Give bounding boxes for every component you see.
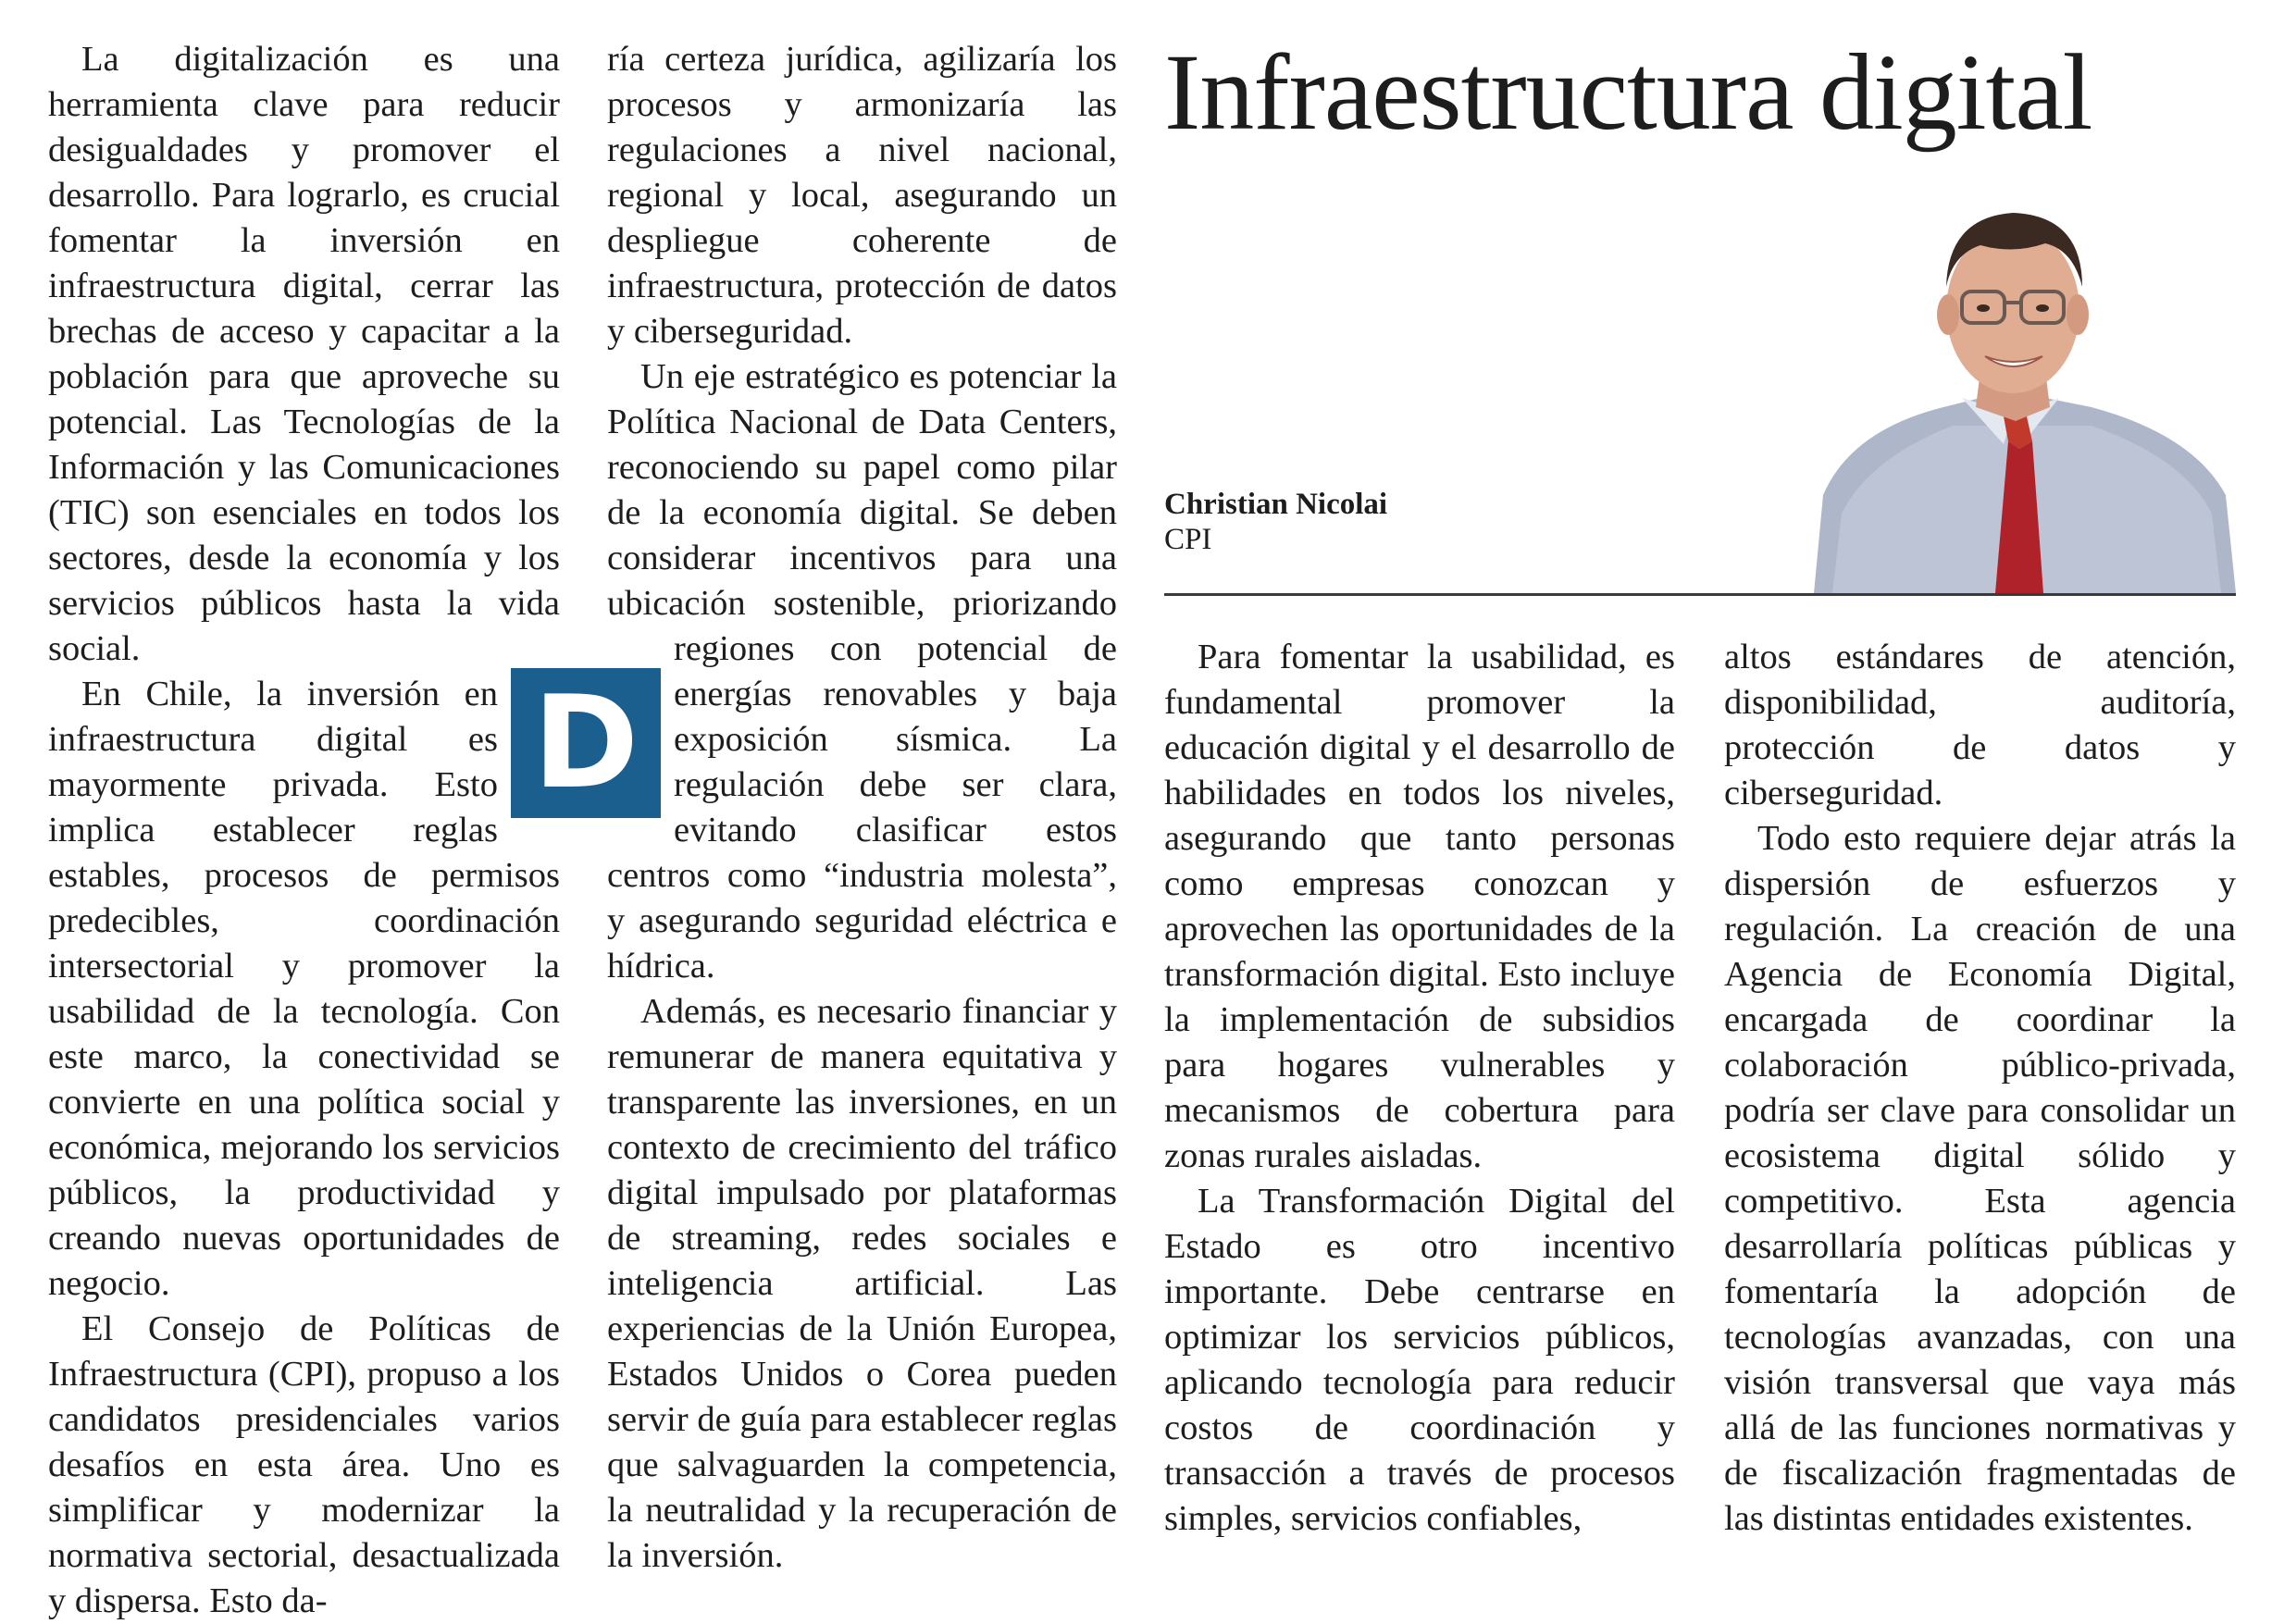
paragraph: ría certeza jurídica, agilizaría los procesos y armonizaría las regulaciones a nivel nacional, regional y local, asegurando un despliegue coherente de infraestructura, protección de datos y ciberseguridad. [607,40,1117,351]
header-divider [1164,593,2236,596]
paragraph: La digitalización es una herramienta clave para reducir desigualdades y promover el desarrollo. Para lograrlo, es crucial fomentar la inversión en infraestructura digital, cerrar las brechas de acceso y capacitar a la población para que aproveche su potencial. Las Tecnologías de la Información y las Comunicaciones (TIC) son esenciales en todos los sectores, desde la economía y los servicios públicos hasta la vida social. [48,40,560,668]
text-column-2 [607,37,1117,1579]
paragraph: Además, es necesario financiar y remunerar de manera equitativa y transparente las inversiones, en un contexto de crecimiento del tráfico digital impulsado por plataformas de streaming, redes sociales e inteligencia artificial. Las experiencias de la Unión Europea, Estados Unidos o Corea pueden servir de guía para establecer reglas que salvaguarden la competencia, la neutralidad y la recuperación de la inversión. [607,992,1117,1575]
paragraph: Todo esto requiere dejar atrás la dispersión de esfuerzos y regulación. La creación de una Agencia de Economía Digital, encargada de coordinar la colaboración público-privada, podría ser clave para consolidar un ecosistema digital sólido y competitivo. Esta agencia desarrollaría políticas públicas y fomentaría la adopción de tecnologías avanzadas, con una visión transversal que vaya más allá de las funciones normativas y de fiscalización fragmentadas de las distintas entidades existentes. [1724,819,2236,1538]
author-organization: CPI [1164,523,1212,556]
paragraph: Para fomentar la usabilidad, es fundamental promover la educación digital y el desarrollo de habilidades en todos los niveles, asegurando que tanto personas como empresas conozcan y aprovechen las oportunidades de la transformación digital. Esto incluye la implementación de subsidios para hogares vulnerables y mecanismos de cobertura para zonas rurales aisladas. [1164,638,1675,1175]
author-name: Christian Nicolai [1164,488,1388,521]
text-column-3 [1164,635,1675,1542]
paragraph: Un eje estratégico es potenciar la Política Nacional de Data Centers, reconociendo su papel como pilar de la economía digital. Se deben considerar incentivos para una ubicación sostenible, priorizando regiones con potencial de energías renovables y baja exposición sísmica. La regulación debe ser clara, evitando clasificar estos centros como “industria molesta”, y asegurando seguridad eléctrica e hídrica. [607,357,1117,986]
text-column-4 [1724,635,2236,1542]
drop-cap [511,668,661,818]
paragraph: La Transformación Digital del Estado es otro incentivo importante. Debe centrarse en optimizar los servicios públicos, aplicando tecnología para reducir costos de coordinación y transacción a través de procesos simples, servicios confiables, [1164,1182,1675,1538]
text-column-1 [48,37,560,1624]
author-portrait [1814,199,2236,593]
paragraph: altos estándares de atención, disponibilidad, auditoría, protección de datos y ciberseguridad. [1724,638,2236,812]
paragraph: El Consejo de Políticas de Infraestructura (CPI), propuso a los candidatos presidenciales varios desafíos en esta área. Uno es simplificar y modernizar la normativa sectorial, desactualizada y dispersa. Esto da- [48,1309,560,1620]
paragraph: En Chile, la inversión en infraestructura digital es mayormente privada. Esto implica establecer reglas estables, procesos de permisos predecibles, coordinación intersectorial y promover la usabilidad de la tecnología. Con este marco, la conectividad se convierte en una política social y económica, mejorando los servicios públicos, la productividad y creando nuevas oportunidades de negocio. [48,675,560,1303]
drop-cap-letter: D [532,668,639,817]
article-title: Infraestructura digital [1164,31,2092,153]
